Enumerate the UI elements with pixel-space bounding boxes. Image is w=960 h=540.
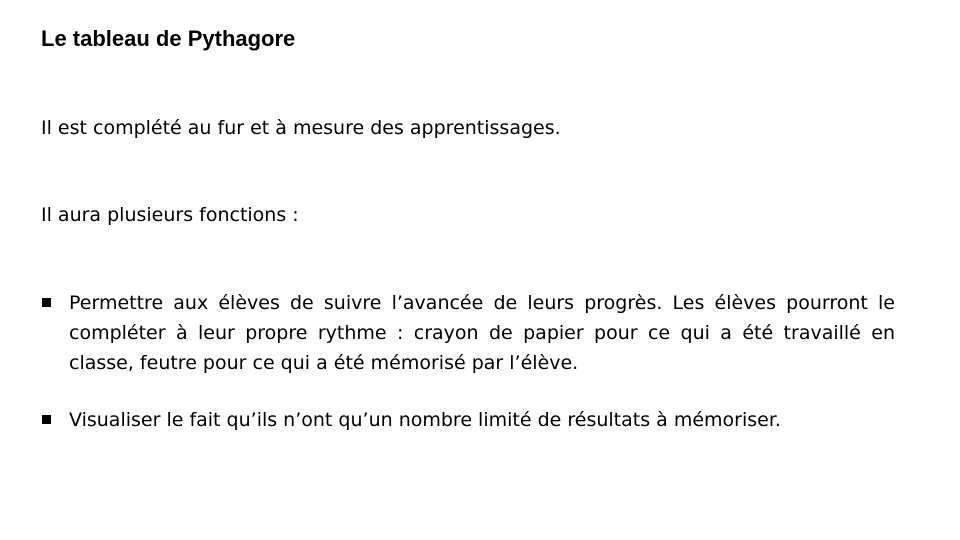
list-item-text: Visualiser le fait qu’ils n’ont qu’un nombre limité de résultats à mémoriser. [69, 409, 781, 431]
intro-paragraph: Il est complété au fur et à mesure des apprentissages. [41, 117, 561, 139]
slide-title: Le tableau de Pythagore [41, 26, 296, 51]
list-item [41, 405, 895, 435]
list-item [41, 288, 895, 378]
list-item-text: Permettre aux élèves de suivre l’avancée de leurs progrès. Les élèves pourront le compléter à leur propre rythme : crayon de papier pour ce qui a été travaillé en classe, feutre pour ce qui a été mémorisé par l’élève. [69, 292, 895, 374]
square-bullet-icon [42, 415, 51, 424]
square-bullet-icon [42, 298, 51, 307]
functions-list [41, 288, 895, 462]
functions-paragraph: Il aura plusieurs fonctions : [41, 204, 299, 226]
